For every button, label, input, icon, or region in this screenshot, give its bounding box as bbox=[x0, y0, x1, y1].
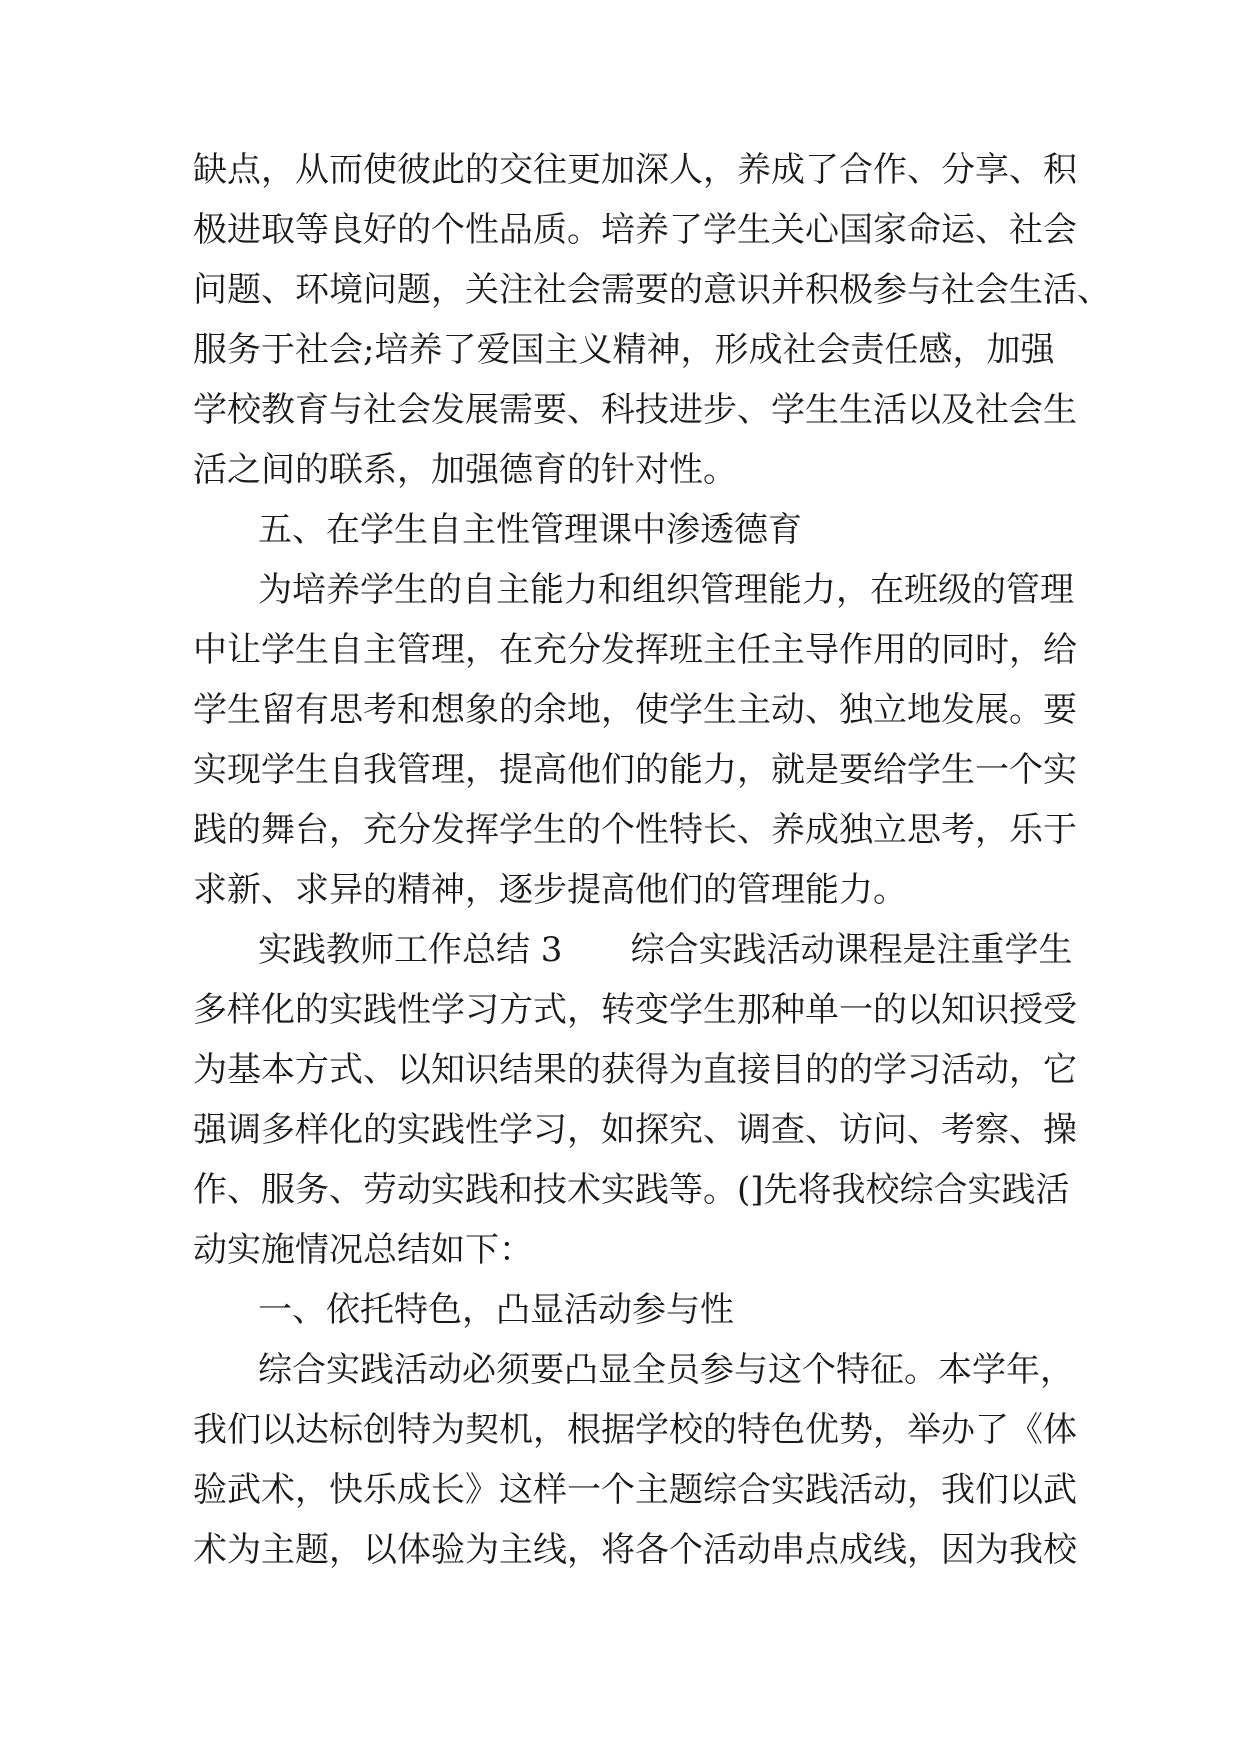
text-line: 实践教师工作总结 3 综合实践活动课程是注重学生 bbox=[258, 930, 1073, 970]
text-line: 活之间的联系，加强德育的针对性。 bbox=[193, 450, 737, 490]
text-line: 学生留有思考和想象的余地，使学生主动、独立地发展。要 bbox=[193, 690, 1077, 730]
text-line: 术为主题，以体验为主线，将各个活动串点成线，因为我校 bbox=[193, 1530, 1077, 1570]
text-line: 极进取等良好的个性品质。培养了学生关心国家命运、社会 bbox=[193, 210, 1077, 250]
text-line: 中让学生自主管理，在充分发挥班主任主导作用的同时，给 bbox=[193, 630, 1077, 670]
text-line: 实现学生自我管理，提高他们的能力，就是要给学生一个实 bbox=[193, 750, 1077, 790]
text-line: 综合实践活动必须要凸显全员参与这个特征。本学年， bbox=[258, 1350, 1074, 1390]
text-line: 求新、求异的精神，逐步提高他们的管理能力。 bbox=[193, 870, 907, 910]
section-heading: 一、依托特色，凸显活动参与性 bbox=[258, 1290, 734, 1330]
text-line: 作、服务、劳动实践和技术实践等。(]先将我校综合实践活 bbox=[193, 1170, 1070, 1210]
text-line: 我们以达标创特为契机，根据学校的特色优势，举办了《体 bbox=[193, 1410, 1077, 1450]
text-line: 为基本方式、以知识结果的获得为直接目的的学习活动，它 bbox=[193, 1050, 1077, 1090]
text-line: 多样化的实践性学习方式，转变学生那种单一的以知识授受 bbox=[193, 990, 1077, 1030]
text-line: 动实施情况总结如下： bbox=[193, 1230, 533, 1270]
text-line: 验武术，快乐成长》这样一个主题综合实践活动，我们以武 bbox=[193, 1470, 1077, 1510]
text-line: 强调多样化的实践性学习，如探究、调查、访问、考察、操 bbox=[193, 1110, 1077, 1150]
text-line: 问题、环境问题，关注社会需要的意识并积极参与社会生活、 bbox=[193, 270, 1111, 310]
section-heading: 五、在学生自主性管理课中渗透德育 bbox=[258, 510, 802, 550]
text-line: 践的舞台，充分发挥学生的个性特长、养成独立思考，乐于 bbox=[193, 810, 1077, 850]
text-line: 为培养学生的自主能力和组织管理能力，在班级的管理 bbox=[258, 570, 1074, 610]
text-line: 缺点，从而使彼此的交往更加深人，养成了合作、分享、积 bbox=[193, 150, 1077, 190]
text-line: 学校教育与社会发展需要、科技进步、学生生活以及社会生 bbox=[193, 390, 1077, 430]
text-line: 服务于社会;培养了爱国主义精神，形成社会责任感，加强 bbox=[193, 330, 1055, 370]
